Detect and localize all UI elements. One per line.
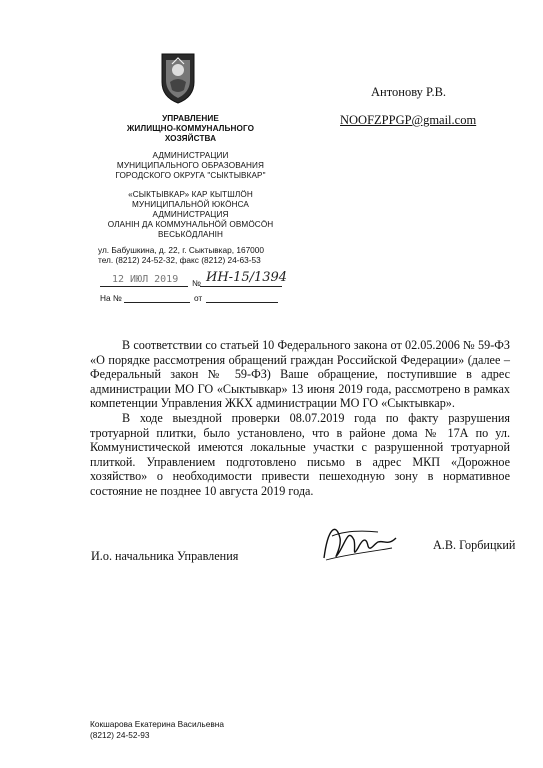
executor-name: Кокшарова Екатерина Васильевна bbox=[90, 719, 224, 729]
admin-line: ГОРОДСКОГО ОКРУГА "СЫКТЫВКАР" bbox=[115, 171, 266, 180]
date-stamp: 12 ИЮЛ 2019 bbox=[112, 274, 179, 285]
signatory-position: И.о. начальника Управления bbox=[91, 549, 239, 563]
address: ул. Бабушкина, д. 22, г. Сыктывкар, 167000 bbox=[98, 245, 265, 255]
ref-underline bbox=[124, 302, 190, 303]
org-title-line: ЖИЛИЩНО-КОММУНАЛЬНОГО bbox=[126, 124, 255, 133]
ref-from-label: от bbox=[194, 293, 203, 303]
org-title bbox=[88, 114, 293, 144]
komi-name bbox=[88, 190, 293, 240]
komi-line: ВЕСЬКÖДЛАНІН bbox=[157, 230, 224, 239]
komi-line: «СЫКТЫВКАР» КАР КЫТШЛÖН bbox=[128, 190, 253, 199]
number-label: № bbox=[192, 278, 201, 288]
komi-line: МУНИЦИПАЛЬНÖЙ ЮКÖНСА bbox=[132, 200, 249, 209]
admin-line: МУНИЦИПАЛЬНОГО ОБРАЗОВАНИЯ bbox=[116, 161, 265, 170]
org-title-line: ХОЗЯЙСТВА bbox=[164, 134, 217, 143]
admin-line: АДМИНИСТРАЦИИ bbox=[152, 151, 229, 160]
outgoing-number: ИН-15/1394 bbox=[206, 270, 288, 285]
letter-body bbox=[90, 338, 510, 499]
number-underline bbox=[200, 286, 282, 287]
ref-from-underline bbox=[206, 302, 278, 303]
org-title-line: УПРАВЛЕНИЕ bbox=[162, 114, 219, 123]
body-paragraph: В ходе выездной проверки 08.07.2019 года по факту разрушения тротуарной плитки, было установлено, что в районе дома № 17А по ул. Коммунистической имеются локальные участки с разрушенной тротуарной плиткой. Управлением подготовлено письмо в адрес МКП «Дорожное хозяйство» о необходимости привести пешеходную зону в нормативное состояние не позднее 10 августа 2019 года. bbox=[90, 410, 510, 498]
komi-line: ОЛАНІН ДА КОММУНАЛЬНÖЙ ОВМÖСÖН bbox=[107, 220, 274, 229]
admin-name bbox=[88, 151, 293, 181]
phone-fax: тел. (8212) 24-52-32, факс (8212) 24-63-53 bbox=[98, 255, 261, 265]
coat-of-arms-icon bbox=[160, 52, 196, 104]
signature-image bbox=[318, 518, 400, 568]
date-underline bbox=[100, 286, 188, 287]
executor-phone: (8212) 24-52-93 bbox=[90, 730, 150, 740]
signatory-name: А.В. Горбицкий bbox=[433, 538, 516, 552]
ref-label: На № bbox=[100, 293, 122, 303]
recipient-name: Антонову Р.В. bbox=[371, 85, 447, 99]
recipient-email: NOOFZPPGP@gmail.com bbox=[340, 113, 477, 127]
body-paragraph: В соответствии со статьей 10 Федерального закона от 02.05.2006 № 59-ФЗ «О порядке рассмотрения обращений граждан Российской Федерации» (далее – Федеральный закон № 59-ФЗ) Ваше обращение, поступившие в адрес администрации МО ГО «Сыктывкар» 13 июня 2019 года, рассмотрено в рамках компетенции Управления ЖКХ администрации МО ГО «Сыктывкар». bbox=[90, 338, 510, 411]
komi-line: АДМИНИСТРАЦИЯ bbox=[152, 210, 229, 219]
